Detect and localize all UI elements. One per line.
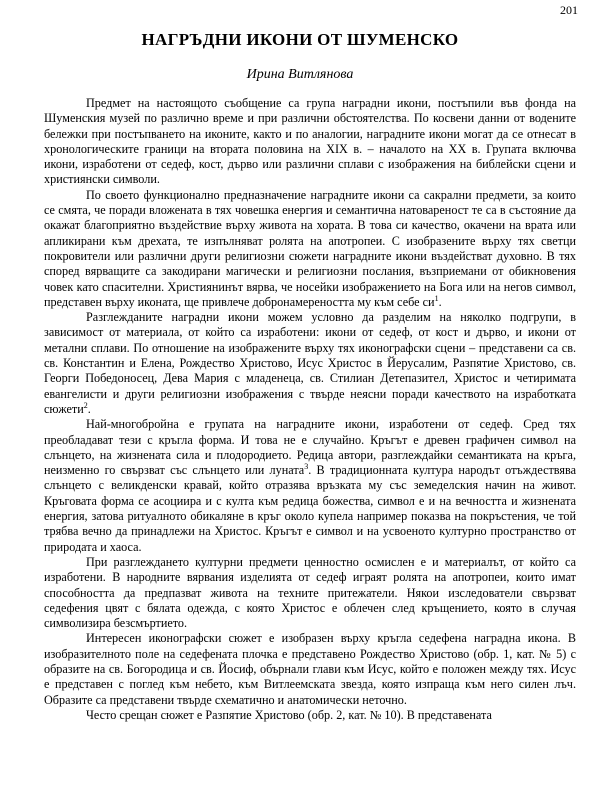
paragraph: По своето функционално предназначение наградните икони са сакрални предмети, за които се смята, че поради вложената в тях човешка енергия и семантична натовареност те са в състояние да окажат благоприятно въздействие върху живота на хората. В това си качество, окачени на врата или апликирани към дрехата, те изпълняват ролята на апотропеи. С изобразените върху тях светци покровители или различни други религиозни сюжети наградните икони въздействат духовно. В тях според вярващите са закодирани магически и религиозни послания, възприемани от обикновения човек като спасителни. Християнинът вярва, че носейки изображението на Бога или на негов символ, представен върху иконата, ще привлече добронамереността му към себе $си^1$. xyxy=(44,187,576,309)
article-author: Ирина Витлянова xyxy=(246,67,354,82)
paragraph: Разглежданите наградни икони можем условно да разделим на няколко подгрупи, в зависимост от материала, от който са изработени: икони от седеф, от кост и дърво, и икони от метални сплави. По отношение на изображените върху тях иконографски сцени – представени са св. св. Константин и Елена, Рождество Христово, Исус Христос в Йерусалим, Разпятие Христово, св. Георги Победоносец, Дева Мария с младенеца, св. Стилиан Детепазител, Христос и четиримата евангелисти и други религиозни изображения с твърде неясни поради качеството на изработката сюжети$^2$. xyxy=(44,310,576,416)
paragraph: Най-многобройна е групата на наградните икони, изработени от седеф. Сред тях преобладават тези с кръгла форма. И това не е случайно. Кръгът е древен графичен символ на слънцето, на жизнената сила и плодородието. Редица автори, разглеждайки семантиката на кръга, неизменно го свързват със слънцето или луната$^3$. В традиционната култура народът отъждествява слънцето с великденски кравай, който отразява връзката му със земеделския начин на живот. Кръговата форма се асоциира и с култа към редица божества, символ е и на вечността и жизнената енергия, затова ритуалното обикаляне в кръг около купела например показва на покръстения, че той трябва вечно да принадлежи на Христос. Кръгът е символ и на усвоеното културно пространство от природата и хаоса. xyxy=(44,417,576,554)
paragraph: Предмет на настоящото съобщение са група наградни икони, постъпили във фонда на Шуменския музей по различно време и при различни обстоятелства. По косвени данни от водените бележки при постъпването на иконите, както и по аналогии, наградните икони могат да се отнесат в хронологическите граници на втората половина на XIX в. – началото на XX в. Групата включва икони, изработени от седеф, кост, дърво или различни сплави с изображения на библейски сцени и християнски символи. xyxy=(44,96,576,187)
article-title: НАГРЪДНИ ИКОНИ ОТ ШУМЕНСКО xyxy=(141,30,459,49)
footnote-ref[interactable]: 3 xyxy=(304,462,309,472)
paragraph: При разглеждането културни предмети ценностно осмислен е и материалът, от който са изработени. В народните вярвания изделията от седеф играят ролята на апотропеи, които имат способността да предпазват живота на техните притежатели. Някои изследователи свързват седефения цвят с бялата одежда, с която Христос е облечен след кръщението, която в случая символизира безсмъртието. xyxy=(44,554,576,631)
paragraph: Често срещан сюжет е Разпятие Христово (обр. 2, кат. № 10). В представената xyxy=(86,707,492,722)
paragraph: Интересен иконографски сюжет е изобразен върху кръгла седефена наградна икона. В изобразителното поле на седефената плочка е представено Рождество Христово (обр. 1, кат. № 5) с образите на св. Богородица и св. Йосиф, обърнали глави към Исус, който е положен между тях. Исус е представен с поглед към небето, към Витлеемската звезда, която изпраща към него силен лъч. Образите са представени твърде схематично и анатомически неточно. xyxy=(44,631,576,707)
page-number: 201 xyxy=(560,3,578,17)
footnote-ref[interactable]: 1 xyxy=(434,293,439,303)
article-body xyxy=(44,96,576,800)
footnote-ref[interactable]: 2 xyxy=(83,400,88,410)
